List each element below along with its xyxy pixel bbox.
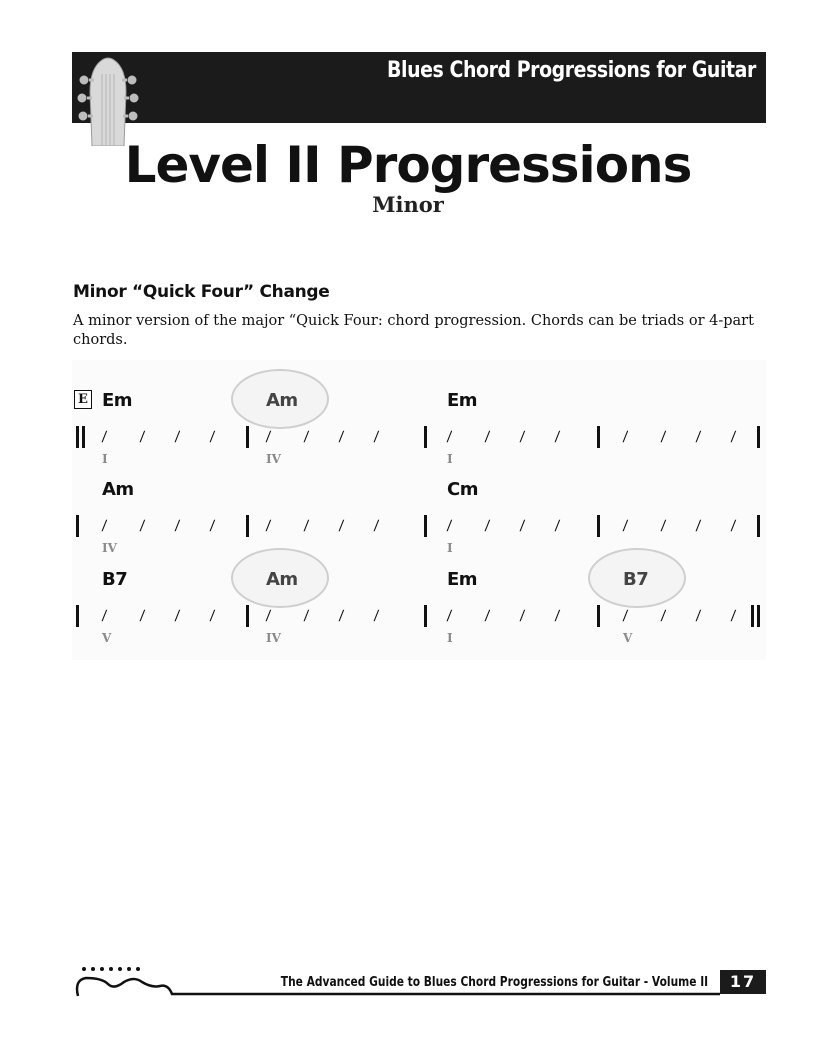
beat-slash: / — [174, 429, 181, 445]
beat-slash: / — [519, 518, 526, 534]
chord-symbol: Am — [266, 569, 298, 590]
section-description: A minor version of the major “Quick Four: chord progression. Chords can be triads or 4-part chords. — [73, 313, 754, 348]
beat-slash: / — [446, 429, 453, 445]
barline — [424, 426, 427, 448]
chord-symbol: B7 — [102, 569, 128, 590]
roman-numeral: IV — [102, 541, 117, 555]
beat-slash: / — [446, 518, 453, 534]
beat-slash: / — [519, 429, 526, 445]
beat-slash: / — [554, 518, 561, 534]
chord-symbol: Am — [102, 479, 134, 500]
barline — [82, 426, 85, 448]
roman-numeral: V — [623, 631, 633, 645]
chord-symbol: Cm — [447, 479, 478, 500]
beat-slash: / — [554, 429, 561, 445]
beat-slash: / — [338, 608, 345, 624]
barline — [757, 426, 760, 448]
beat-slash: / — [303, 608, 310, 624]
beat-slash: / — [622, 608, 629, 624]
beat-slash: / — [209, 429, 216, 445]
page-number: 17 — [720, 970, 766, 994]
beat-slash: / — [730, 608, 737, 624]
header-title: Blues Chord Progressions for Guitar — [387, 58, 756, 83]
beat-slash: / — [373, 429, 380, 445]
beat-slash: / — [265, 518, 272, 534]
barline — [597, 426, 600, 448]
beat-slash: / — [660, 518, 667, 534]
barline — [246, 605, 249, 627]
beat-slash: / — [373, 518, 380, 534]
roman-numeral: I — [447, 631, 453, 645]
beat-slash: / — [695, 518, 702, 534]
beat-slash: / — [174, 608, 181, 624]
beat-slash: / — [622, 518, 629, 534]
beat-slash: / — [484, 429, 491, 445]
beat-slash: / — [139, 608, 146, 624]
beat-slash: / — [101, 518, 108, 534]
beat-slash: / — [484, 518, 491, 534]
barline — [757, 515, 760, 537]
beat-slash: / — [338, 429, 345, 445]
roman-numeral: IV — [266, 452, 281, 466]
beat-slash: / — [101, 429, 108, 445]
beat-slash: / — [209, 518, 216, 534]
beat-slash: / — [554, 608, 561, 624]
roman-numeral: I — [102, 452, 108, 466]
barline — [757, 605, 760, 627]
barline — [424, 605, 427, 627]
page-subtitle: Minor — [372, 192, 444, 217]
beat-slash: / — [660, 429, 667, 445]
beat-slash: / — [373, 608, 380, 624]
beat-slash: / — [303, 429, 310, 445]
guitar-headstock-icon — [76, 54, 140, 146]
beat-slash: / — [265, 429, 272, 445]
beat-slash: / — [139, 518, 146, 534]
roman-numeral: V — [102, 631, 112, 645]
beat-slash: / — [730, 429, 737, 445]
beat-slash: / — [622, 429, 629, 445]
header-bar — [72, 52, 766, 123]
chord-symbol: Em — [447, 569, 478, 590]
roman-numeral: I — [447, 541, 453, 555]
beat-slash: / — [101, 608, 108, 624]
beat-slash: / — [338, 518, 345, 534]
key-indicator: E — [74, 390, 92, 409]
barline — [597, 605, 600, 627]
roman-numeral: I — [447, 452, 453, 466]
beat-slash: / — [265, 608, 272, 624]
beat-slash: / — [303, 518, 310, 534]
beat-slash: / — [446, 608, 453, 624]
roman-numeral: IV — [266, 631, 281, 645]
barline — [76, 426, 79, 448]
chord-symbol: B7 — [623, 569, 649, 590]
chord-symbol: Am — [266, 390, 298, 411]
barline — [597, 515, 600, 537]
barline — [246, 426, 249, 448]
beat-slash: / — [695, 608, 702, 624]
barline — [76, 605, 79, 627]
beat-slash: / — [730, 518, 737, 534]
barline — [751, 605, 754, 627]
beat-slash: / — [484, 608, 491, 624]
chord-symbol: Em — [102, 390, 133, 411]
barline — [246, 515, 249, 537]
barline — [424, 515, 427, 537]
section-title: Minor “Quick Four” Change — [73, 282, 330, 302]
page-title: Level II Progressions — [124, 136, 692, 194]
beat-slash: / — [174, 518, 181, 534]
beat-slash: / — [519, 608, 526, 624]
beat-slash: / — [139, 429, 146, 445]
beat-slash: / — [209, 608, 216, 624]
footer-text: The Advanced Guide to Blues Chord Progressions for Guitar - Volume II — [280, 975, 708, 990]
beat-slash: / — [695, 429, 702, 445]
barline — [76, 515, 79, 537]
chord-symbol: Em — [447, 390, 478, 411]
beat-slash: / — [660, 608, 667, 624]
